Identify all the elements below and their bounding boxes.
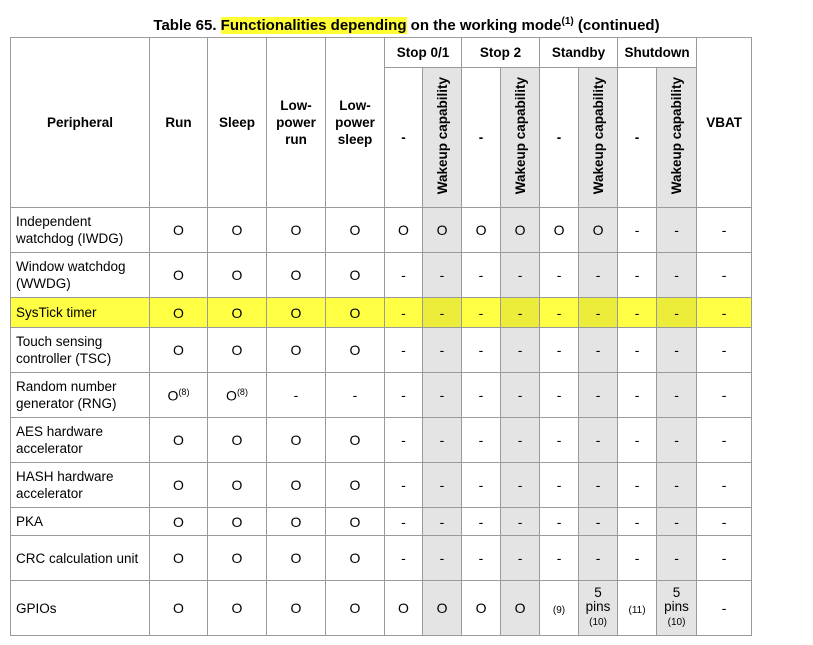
mode-cell: - bbox=[462, 298, 501, 328]
mode-cell: - bbox=[618, 508, 657, 536]
peripheral-name: GPIOs bbox=[11, 581, 150, 636]
table-row bbox=[11, 536, 752, 581]
mode-cell: - bbox=[423, 508, 462, 536]
mode-cell: - bbox=[385, 418, 423, 463]
mode-cell: - bbox=[385, 508, 423, 536]
mode-cell: - bbox=[423, 373, 462, 418]
mode-cell: O bbox=[208, 463, 267, 508]
mode-cell: - bbox=[579, 373, 618, 418]
mode-cell: - bbox=[697, 581, 752, 636]
mode-cell: - bbox=[385, 463, 423, 508]
mode-cell: O bbox=[267, 581, 326, 636]
mode-cell: - bbox=[462, 536, 501, 581]
mode-cell: O bbox=[150, 418, 208, 463]
mode-cell: O bbox=[267, 508, 326, 536]
mode-cell: - bbox=[385, 328, 423, 373]
mode-cell: - bbox=[618, 536, 657, 581]
mode-cell: - bbox=[423, 463, 462, 508]
mode-cell: - bbox=[540, 463, 579, 508]
mode-cell: - bbox=[618, 418, 657, 463]
mode-cell: - bbox=[579, 536, 618, 581]
mode-cell: O bbox=[326, 253, 385, 298]
mode-cell: 5 pins (10) bbox=[579, 581, 618, 636]
header-stop01-dash: - bbox=[385, 68, 423, 208]
mode-cell: O bbox=[267, 463, 326, 508]
mode-cell: - bbox=[462, 463, 501, 508]
mode-cell: - bbox=[697, 536, 752, 581]
header-stop01-wakeup: Wakeup capability bbox=[423, 68, 462, 208]
mode-cell: - bbox=[385, 253, 423, 298]
mode-cell: - bbox=[579, 298, 618, 328]
mode-cell: O bbox=[462, 208, 501, 253]
mode-cell: - bbox=[540, 536, 579, 581]
mode-cell: - bbox=[657, 328, 697, 373]
mode-cell: - bbox=[657, 536, 697, 581]
table-row bbox=[11, 298, 752, 328]
mode-cell: - bbox=[657, 373, 697, 418]
header-peripheral: Peripheral bbox=[11, 38, 150, 208]
table-row bbox=[11, 508, 752, 536]
mode-cell: - bbox=[501, 508, 540, 536]
mode-cell: O bbox=[579, 208, 618, 253]
mode-cell: O bbox=[267, 298, 326, 328]
mode-cell: - bbox=[618, 208, 657, 253]
mode-cell: - bbox=[501, 418, 540, 463]
table-row bbox=[11, 581, 752, 636]
mode-cell: - bbox=[618, 463, 657, 508]
header-shutdown-dash: - bbox=[618, 68, 657, 208]
mode-cell: O bbox=[501, 581, 540, 636]
mode-cell: O bbox=[462, 581, 501, 636]
mode-cell: O bbox=[267, 328, 326, 373]
mode-cell: - bbox=[501, 463, 540, 508]
table-row bbox=[11, 253, 752, 298]
mode-cell: O bbox=[326, 418, 385, 463]
mode-cell: - bbox=[423, 536, 462, 581]
table-row bbox=[11, 463, 752, 508]
header-stop2: Stop 2 bbox=[462, 38, 540, 68]
mode-cell: - bbox=[501, 373, 540, 418]
mode-cell: - bbox=[697, 208, 752, 253]
mode-cell: - bbox=[423, 253, 462, 298]
mode-cell: O bbox=[326, 581, 385, 636]
search-highlight: Functionalities depending bbox=[220, 17, 407, 34]
header-stop01: Stop 0/1 bbox=[385, 38, 462, 68]
mode-cell: - bbox=[540, 328, 579, 373]
mode-cell: - bbox=[618, 253, 657, 298]
mode-cell: O bbox=[208, 536, 267, 581]
mode-cell: - bbox=[697, 508, 752, 536]
mode-cell: - bbox=[579, 463, 618, 508]
mode-cell: - bbox=[657, 208, 697, 253]
mode-cell: (9) bbox=[540, 581, 579, 636]
mode-cell: - bbox=[462, 508, 501, 536]
mode-cell: - bbox=[579, 418, 618, 463]
mode-cell: O bbox=[150, 208, 208, 253]
table-row bbox=[11, 208, 752, 253]
mode-cell: - bbox=[579, 508, 618, 536]
peripheral-name: Touch sensing controller (TSC) bbox=[11, 328, 150, 373]
mode-cell: O bbox=[208, 418, 267, 463]
mode-cell: - bbox=[697, 463, 752, 508]
mode-cell: - bbox=[618, 373, 657, 418]
mode-cell: O bbox=[208, 508, 267, 536]
table-row bbox=[11, 373, 752, 418]
peripheral-name: CRC calculation unit bbox=[11, 536, 150, 581]
mode-cell: O bbox=[267, 418, 326, 463]
mode-cell: - bbox=[657, 418, 697, 463]
peripheral-name: SysTick timer bbox=[11, 298, 150, 328]
mode-cell: - bbox=[462, 328, 501, 373]
header-low-power-run: Low-power run bbox=[267, 38, 326, 208]
mode-cell: - bbox=[540, 418, 579, 463]
mode-cell: - bbox=[462, 373, 501, 418]
mode-cell: O bbox=[326, 328, 385, 373]
mode-cell: - bbox=[618, 298, 657, 328]
mode-cell: O bbox=[150, 508, 208, 536]
header-shutdown: Shutdown bbox=[618, 38, 697, 68]
mode-cell: - bbox=[697, 328, 752, 373]
mode-cell: O bbox=[208, 298, 267, 328]
functionalities-table bbox=[10, 37, 752, 636]
mode-cell: O bbox=[150, 463, 208, 508]
mode-cell: (11) bbox=[618, 581, 657, 636]
mode-cell: - bbox=[501, 253, 540, 298]
mode-cell: - bbox=[540, 298, 579, 328]
peripheral-name: Independent watchdog (IWDG) bbox=[11, 208, 150, 253]
header-sleep: Sleep bbox=[208, 38, 267, 208]
header-vbat: VBAT bbox=[697, 38, 752, 208]
mode-cell: - bbox=[579, 328, 618, 373]
mode-cell: O bbox=[326, 208, 385, 253]
mode-cell: - bbox=[462, 418, 501, 463]
mode-cell: O bbox=[385, 208, 423, 253]
mode-cell: O bbox=[150, 253, 208, 298]
mode-cell: - bbox=[423, 418, 462, 463]
mode-cell: O bbox=[423, 581, 462, 636]
mode-cell: O bbox=[150, 536, 208, 581]
mode-cell: - bbox=[326, 373, 385, 418]
mode-cell: O bbox=[326, 298, 385, 328]
mode-cell: - bbox=[462, 253, 501, 298]
mode-cell: O bbox=[267, 536, 326, 581]
mode-cell: O bbox=[326, 508, 385, 536]
mode-cell: - bbox=[657, 253, 697, 298]
mode-cell: O bbox=[385, 581, 423, 636]
mode-cell: - bbox=[697, 298, 752, 328]
table-body bbox=[11, 208, 752, 636]
header-standby-wakeup: Wakeup capability bbox=[579, 68, 618, 208]
mode-cell: O bbox=[150, 298, 208, 328]
table-header bbox=[11, 38, 752, 208]
mode-cell: - bbox=[540, 253, 579, 298]
mode-cell: - bbox=[618, 328, 657, 373]
mode-cell: O bbox=[208, 581, 267, 636]
mode-cell: - bbox=[579, 253, 618, 298]
mode-cell: - bbox=[657, 298, 697, 328]
mode-cell: - bbox=[501, 328, 540, 373]
mode-cell: O bbox=[501, 208, 540, 253]
mode-cell: - bbox=[501, 298, 540, 328]
header-standby-dash: - bbox=[540, 68, 579, 208]
table-title: Table 65. Functionalities depending on the working mode$^{(1)}$ (continued) bbox=[153, 16, 660, 34]
mode-cell: - bbox=[657, 508, 697, 536]
peripheral-name: Random number generator (RNG) bbox=[11, 373, 150, 418]
mode-cell: O bbox=[267, 253, 326, 298]
mode-cell: 5 pins (10) bbox=[657, 581, 697, 636]
table-row bbox=[11, 328, 752, 373]
mode-cell: O bbox=[540, 208, 579, 253]
mode-cell: - bbox=[540, 373, 579, 418]
peripheral-name: PKA bbox=[11, 508, 150, 536]
mode-cell: O bbox=[326, 463, 385, 508]
header-run: Run bbox=[150, 38, 208, 208]
mode-cell: - bbox=[385, 298, 423, 328]
mode-cell: O bbox=[208, 253, 267, 298]
peripheral-name: AES hardware accelerator bbox=[11, 418, 150, 463]
mode-cell: - bbox=[657, 463, 697, 508]
mode-cell: - bbox=[423, 298, 462, 328]
mode-cell: - bbox=[501, 536, 540, 581]
header-standby: Standby bbox=[540, 38, 618, 68]
mode-cell: - bbox=[697, 373, 752, 418]
mode-cell: O bbox=[267, 208, 326, 253]
mode-cell: - bbox=[385, 536, 423, 581]
peripheral-name: Window watchdog (WWDG) bbox=[11, 253, 150, 298]
peripheral-name: HASH hardware accelerator bbox=[11, 463, 150, 508]
mode-cell: - bbox=[697, 253, 752, 298]
mode-cell: - bbox=[267, 373, 326, 418]
mode-cell: $O^{(8)}$ bbox=[150, 373, 208, 418]
mode-cell: - bbox=[385, 373, 423, 418]
mode-cell: O bbox=[208, 328, 267, 373]
mode-cell: O bbox=[208, 208, 267, 253]
mode-cell: O bbox=[150, 328, 208, 373]
table-row bbox=[11, 418, 752, 463]
header-low-power-sleep: Low-power sleep bbox=[326, 38, 385, 208]
mode-cell: - bbox=[423, 328, 462, 373]
header-stop2-dash: - bbox=[462, 68, 501, 208]
mode-cell: O bbox=[150, 581, 208, 636]
mode-cell: $O^{(8)}$ bbox=[208, 373, 267, 418]
mode-cell: O bbox=[423, 208, 462, 253]
header-stop2-wakeup: Wakeup capability bbox=[501, 68, 540, 208]
mode-cell: - bbox=[697, 418, 752, 463]
header-shutdown-wakeup: Wakeup capability bbox=[657, 68, 697, 208]
mode-cell: - bbox=[540, 508, 579, 536]
mode-cell: O bbox=[326, 536, 385, 581]
